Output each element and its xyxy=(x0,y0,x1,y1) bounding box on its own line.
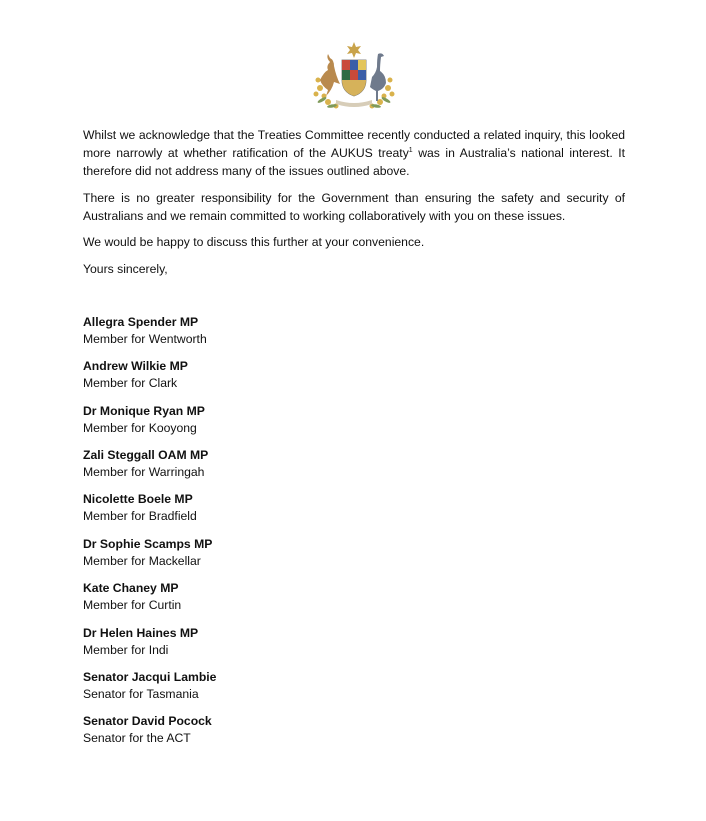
signatory-block xyxy=(83,447,208,481)
signatory-role: Member for Mackellar xyxy=(83,554,201,568)
signatory-name: Senator Jacqui Lambie xyxy=(83,670,217,684)
signatory-name: Dr Helen Haines MP xyxy=(83,626,199,640)
signatory-name: Senator David Pocock xyxy=(83,714,212,728)
signatory-name: Dr Monique Ryan MP xyxy=(83,404,205,418)
paragraph-treaties-committee xyxy=(83,126,625,180)
signatory-role: Member for Kooyong xyxy=(83,421,197,435)
signatory-role: Member for Indi xyxy=(83,643,169,657)
signatory-block xyxy=(83,669,216,703)
coat-of-arms-logo xyxy=(306,40,402,112)
signatory-role: Member for Warringah xyxy=(83,465,205,479)
signatory-role: Member for Wentworth xyxy=(83,332,207,346)
paragraph-discuss: We would be happy to discuss this further at your convenience. xyxy=(83,235,425,249)
signatory-block xyxy=(83,625,198,659)
signatory-block xyxy=(83,536,212,570)
signatory-name: Zali Steggall OAM MP xyxy=(83,448,209,462)
signatory-role: Member for Curtin xyxy=(83,598,182,612)
commonwealth-star xyxy=(347,42,361,58)
signatory-name: Andrew Wilkie MP xyxy=(83,359,188,373)
signatory-role: Senator for the ACT xyxy=(83,731,191,745)
signatory-name: Kate Chaney MP xyxy=(83,581,179,595)
kangaroo xyxy=(320,54,340,96)
signatory-name: Dr Sophie Scamps MP xyxy=(83,537,213,551)
motto-scroll xyxy=(336,100,372,107)
signatory-role: Member for Clark xyxy=(83,376,178,390)
closing-salutation: Yours sincerely, xyxy=(83,262,168,276)
signatory-block xyxy=(83,358,188,392)
signatory-name: Nicolette Boele MP xyxy=(83,492,193,506)
signatory-name: Allegra Spender MP xyxy=(83,315,199,329)
signatory-block xyxy=(83,403,205,437)
signatory-role: Member for Bradfield xyxy=(83,509,197,523)
paragraph-1-text-continued: was in Australia’s national interest. It therefore did not address many of the issues outlined above. xyxy=(83,146,625,178)
signatory-block xyxy=(83,314,207,348)
signatory-block xyxy=(83,580,181,614)
signatory-block xyxy=(83,713,212,747)
signatory-block xyxy=(83,491,197,525)
footnote-marker: 1 xyxy=(408,146,413,154)
paragraph-responsibility: There is no greater responsibility for the Government than ensuring the safety and security of Australians and we remain committed to working collaboratively with you on these issues. xyxy=(83,191,625,223)
paragraph-1-text: Whilst we acknowledge that the Treaties Committee recently conducted a related inquiry, this looked more narrowly at whether ratification of the AUKUS treaty xyxy=(83,128,625,160)
signatory-role: Senator for Tasmania xyxy=(83,687,199,701)
